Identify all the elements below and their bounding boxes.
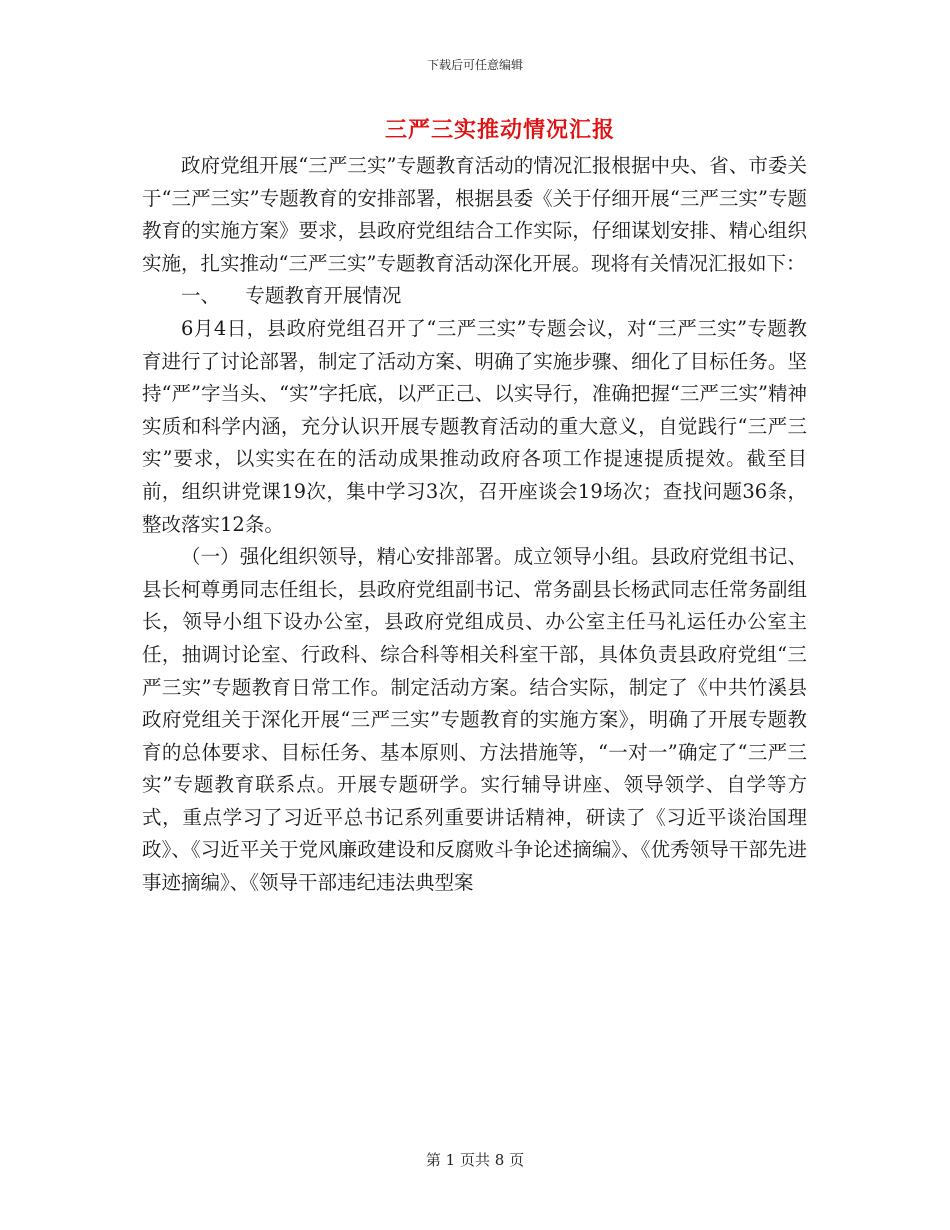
document-body <box>142 150 807 900</box>
paragraph-intro: 政府党组开展“三严三实”专题教育活动的情况汇报根据中央、省、市委关于“三严三实”专题教育的安排部署，根据县委《关于仔细开展“三严三实”专题教育的实施方案》要求，县政府党组结合工作实际，仔细谋划安排、精心组织实施，扎实推动“三严三实”专题教育活动深化开展。现将有关情况汇报如下： <box>142 154 807 275</box>
paragraph-subsection-1: （一）强化组织领导，精心安排部署。成立领导小组。县政府党组书记、县长柯尊勇同志任组长，县政府党组副书记、常务副县长杨武同志任常务副组长，领导小组下设办公室，县政府党组成员、办公室主任马礼运任办公室主任，抽调讨论室、行政科、综合科等相关科室干部，具体负责县政府党组“三严三实”专题教育日常工作。制定活动方案。结合实际，制定了《中共竹溪县政府党组关于深化开展“三严三实”专题教育的实施方案》，明确了开展专题教育的总体要求、目标任务、基本原则、方法措施等，“一对一”确定了“三严三实”专题教育联系点。开展专题研学。实行辅导讲座、领导领学、自学等方式，重点学习了习近平总书记系列重要讲话精神，研读了《习近平谈治国理政》、《习近平关于党风廉政建设和反腐败斗争论述摘编》、《优秀领导干部先进事迹摘编》、《领导干部违纪违法典型案 <box>142 545 807 895</box>
page-number: 第 1 页共 8 页 <box>425 1151 525 1169</box>
paragraph-overview: 6月4日，县政府党组召开了“三严三实”专题会议，对“三严三实”专题教育进行了讨论部署，制定了活动方案、明确了实施步骤、细化了目标任务。坚持“严”字当头、“实”字托底，以严正己、以实导行，准确把握“三严三实”精神实质和科学内涵，充分认识开展专题教育活动的重大意义，自觉践行“三严三实”要求，以实实在在的活动成果推动政府各项工作提速提质提效。截至目前，组织讲党课19次，集中学习3次，召开座谈会19场次；查找问题36条，整改落实12条。 <box>142 316 807 536</box>
section-number: 一、 <box>181 284 221 308</box>
section-heading <box>142 280 807 313</box>
header-note: 下载后可任意编辑 <box>426 58 523 72</box>
document-title: 三严三实推动情况汇报 <box>384 118 615 143</box>
section-heading-text: 专题教育开展情况 <box>245 284 402 308</box>
